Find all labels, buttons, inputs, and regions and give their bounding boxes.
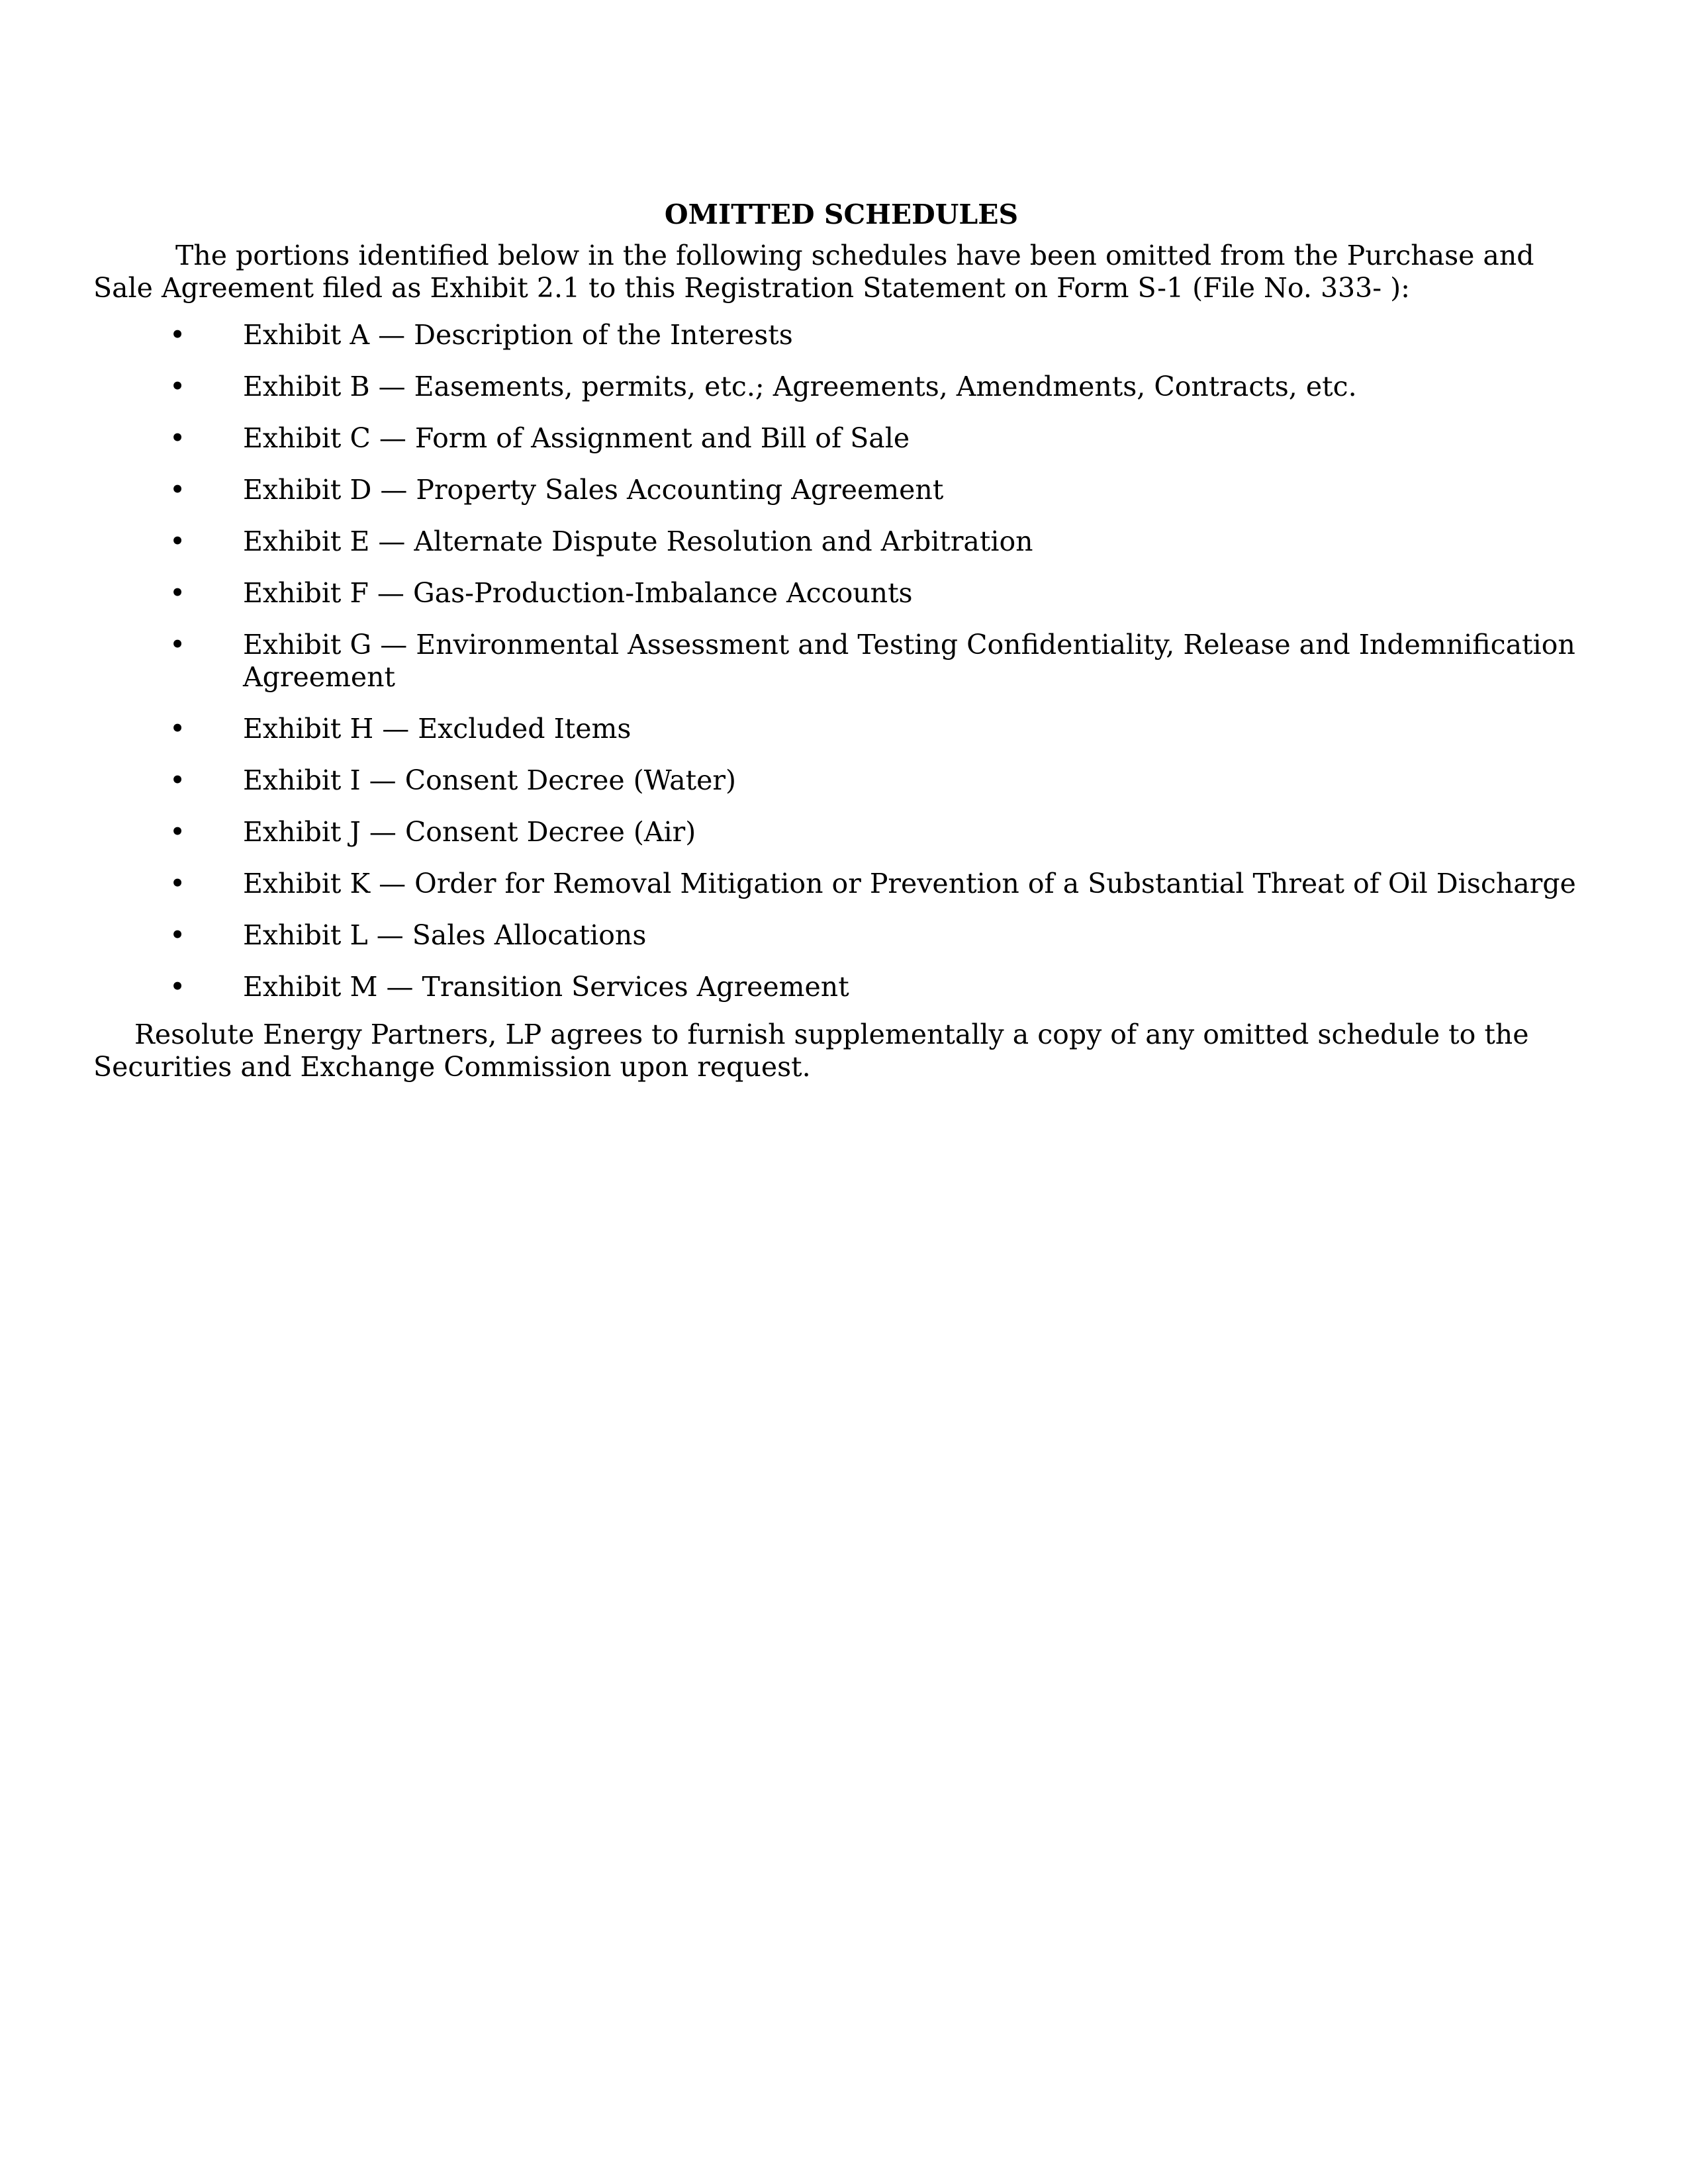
exhibit-label: Exhibit B — Easements, permits, etc.; Agreements, Amendments, Contracts, etc. xyxy=(243,371,1357,402)
bullet-icon: • xyxy=(169,474,186,506)
exhibit-list-item xyxy=(93,629,1589,694)
exhibit-label: Exhibit M — Transition Services Agreement xyxy=(243,971,849,1003)
exhibit-label: Exhibit D — Property Sales Accounting Agreement xyxy=(243,474,944,506)
document-title: OMITTED SCHEDULES xyxy=(664,199,1019,230)
bullet-icon: • xyxy=(169,371,186,402)
bullet-icon: • xyxy=(169,713,186,745)
closing-paragraph: Resolute Energy Partners, LP agrees to furnish supplementally a copy of any omitted schedule to the Securities and Exchange Commission upon request. xyxy=(93,1019,1529,1083)
exhibit-list-item xyxy=(93,868,1589,900)
exhibit-label: Exhibit A — Description of the Interests xyxy=(243,319,793,351)
exhibit-label: Exhibit C — Form of Assignment and Bill of Sale xyxy=(243,422,910,454)
exhibit-list-item xyxy=(93,422,1589,455)
exhibit-list-item xyxy=(93,577,1589,610)
exhibit-list-item xyxy=(93,816,1589,848)
bullet-icon: • xyxy=(169,971,186,1003)
exhibit-list-item xyxy=(93,919,1589,952)
exhibit-list-item xyxy=(93,525,1589,558)
exhibit-label: Exhibit L — Sales Allocations xyxy=(243,919,647,951)
exhibit-label: Exhibit K — Order for Removal Mitigation or Prevention of a Substantial Threat of Oil Discharge xyxy=(243,868,1576,899)
bullet-icon: • xyxy=(169,525,186,557)
exhibit-list-item xyxy=(93,474,1589,506)
exhibit-label: Exhibit H — Excluded Items xyxy=(243,713,632,745)
intro-paragraph: The portions identified below in the following schedules have been omitted from the Purchase and Sale Agreement filed as Exhibit 2.1 to this Registration Statement on Form S-1 (File No. 333- ): xyxy=(93,240,1534,304)
exhibit-label: Exhibit E — Alternate Dispute Resolution and Arbitration xyxy=(243,525,1033,557)
bullet-icon: • xyxy=(169,577,186,609)
exhibit-list-item xyxy=(93,371,1589,403)
exhibit-list-item xyxy=(93,319,1589,351)
exhibit-list xyxy=(93,319,1589,1003)
exhibit-label: Exhibit J — Consent Decree (Air) xyxy=(243,816,696,848)
bullet-icon: • xyxy=(169,868,186,899)
bullet-icon: • xyxy=(169,629,186,660)
bullet-icon: • xyxy=(169,816,186,848)
exhibit-label: Exhibit F — Gas-Production-Imbalance Accounts xyxy=(243,577,913,609)
exhibit-label: Exhibit I — Consent Decree (Water) xyxy=(243,764,736,796)
exhibit-label: Exhibit G — Environmental Assessment and Testing Confidentiality, Release and Indemnification Agreement xyxy=(243,629,1575,693)
bullet-icon: • xyxy=(169,422,186,454)
document-page xyxy=(93,199,1589,1083)
bullet-icon: • xyxy=(169,764,186,796)
bullet-icon: • xyxy=(169,319,186,351)
exhibit-list-item xyxy=(93,764,1589,797)
exhibit-list-item xyxy=(93,713,1589,745)
bullet-icon: • xyxy=(169,919,186,951)
exhibit-list-item xyxy=(93,971,1589,1003)
